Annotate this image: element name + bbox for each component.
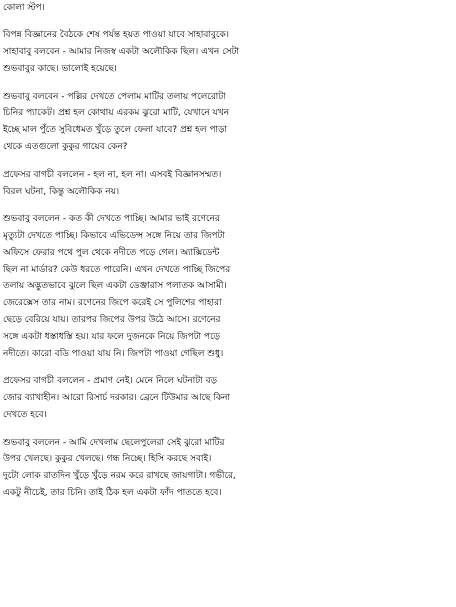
paragraph-5: [3, 211, 453, 363]
text-line: অফিসে ফেরার পথে পুল থেকে নদীতে পড়ে গেল। অ্যাক্সিডেন্ট: [3, 247, 220, 258]
paragraph-2: [3, 27, 453, 78]
text-line: জোর ব্যাখাহীন। আরো রিসার্চ দরকার। ব্রেনে টিউমার আছে কিনা: [3, 393, 231, 404]
text-line: নদীতে। কারো বডি পাওয়া যায় নি। জিপটা পাওয়া গেছিল শুধু।: [3, 349, 224, 360]
text-line: উপর খেলছে। কুকুর খেলছে। গন্ধ নিচ্ছে। হিসি করছে সবাই।: [3, 454, 212, 465]
text-line: জেরেক্সেস তার নাম। রণেনের জিপে করেই সে পুলিশের পাহারা: [3, 298, 222, 309]
text-line: তলায় অদ্ভুতভাবে ঝুলে ছিল একটা ডেঞ্জারাস পলাতক আসামী।: [3, 281, 227, 292]
text-line: ছিল না মার্ডার? কেউ ধরতে পারেনি। এখন দেখতে পাচ্ছি জিপের: [3, 264, 231, 275]
text-line: শুভবাবুর কাছে। ভালোই হয়েছে।: [3, 64, 117, 75]
text-line: বিপন্ন বিজ্ঞানের বৈঠকে শেষ পর্যন্ত হয়ত পাওয়া যাবে সাহাবাবুকে।: [3, 30, 229, 41]
text-line: মৃত্যুটা দেখতে পাচ্ছি। কিভাবে এভিডেন্স সঙ্গে নিয়ে তার জিপটা: [3, 230, 225, 241]
text-line: ইচ্ছে মাল পুঁতে সুবিধেমত খুঁড়ে তুলে ফেলা যাবে? প্রশ্ন হল পাড়া: [3, 125, 228, 136]
text-line: দুটো লোক রাতদিন খুঁড়ে খুঁড়ে নরম করে রাখছে জায়গাটা। গভীরে,: [3, 471, 236, 482]
paragraph-3: [3, 89, 453, 157]
text-line: শুভবাবু বলবেন - পল্লির দেখতে পেলাম মাটির তলায় পলেরোটা: [3, 91, 226, 102]
text-line: সাহাবাবু বলবেন - আমার নিজস্ব একটা অলৌকিক ছিল। এখন সেটা: [3, 47, 240, 58]
text-line: সঙ্গে একটা ধস্তাধস্তি হয়। যার ফলে দুজনকে নিয়ে জিপটা পড়ে: [3, 332, 221, 343]
text-line: একটু নীচেই, তার চিনি। তাই ঠিক হল একটা ফাঁদ পাততে হবে।: [3, 488, 222, 499]
document-page: [3, 0, 453, 502]
text-line: প্রফেসর বাগচী বললেন - প্রমাণ নেই। মেনে নিলে ঘটনাটা বড়: [3, 376, 217, 387]
text-line: শুভবাবু বললেন - কত কী দেখতে পাচ্ছি। আমার ভাই রণেনের: [3, 213, 220, 224]
text-line: প্রফেসর বাগচী বললেন - হল না, হল না। এসবই বিজ্ঞানসম্মত।: [3, 169, 222, 180]
paragraph-1: [3, 0, 453, 17]
text-line: থেকে এতগুলো কুকুর গায়েব কেন?: [3, 142, 128, 153]
paragraph-gap: [3, 200, 453, 211]
paragraph-7: [3, 435, 453, 503]
paragraph-gap: [3, 156, 453, 167]
text-line: শুভবাবু বললেন - আমি দেখলাম ছেলেপুলেরা সেই ঝুরো মাটির: [3, 437, 225, 448]
text-line: দেখতে হবে।: [3, 410, 47, 421]
paragraph-gap: [3, 363, 453, 374]
paragraph-6: [3, 373, 453, 424]
paragraph-gap: [3, 424, 453, 435]
paragraph-gap: [3, 17, 453, 28]
text-line: কোলা স্টপ।: [3, 3, 45, 13]
paragraph-4: [3, 167, 453, 201]
text-line: চিনির প্যাকেট। প্রশ্ন হল কোথায় এরকম ঝুরো মাটি, যেখানে যখন: [3, 108, 230, 119]
text-line: ছেড়ে বেরিয়ে যায়। তারপর জিপের উপর উঠে আসে। রণেনের: [3, 315, 221, 326]
text-line: বিরল ঘটনা, কিন্তু অলৌকিক নয়।: [3, 186, 120, 197]
paragraph-gap: [3, 78, 453, 89]
